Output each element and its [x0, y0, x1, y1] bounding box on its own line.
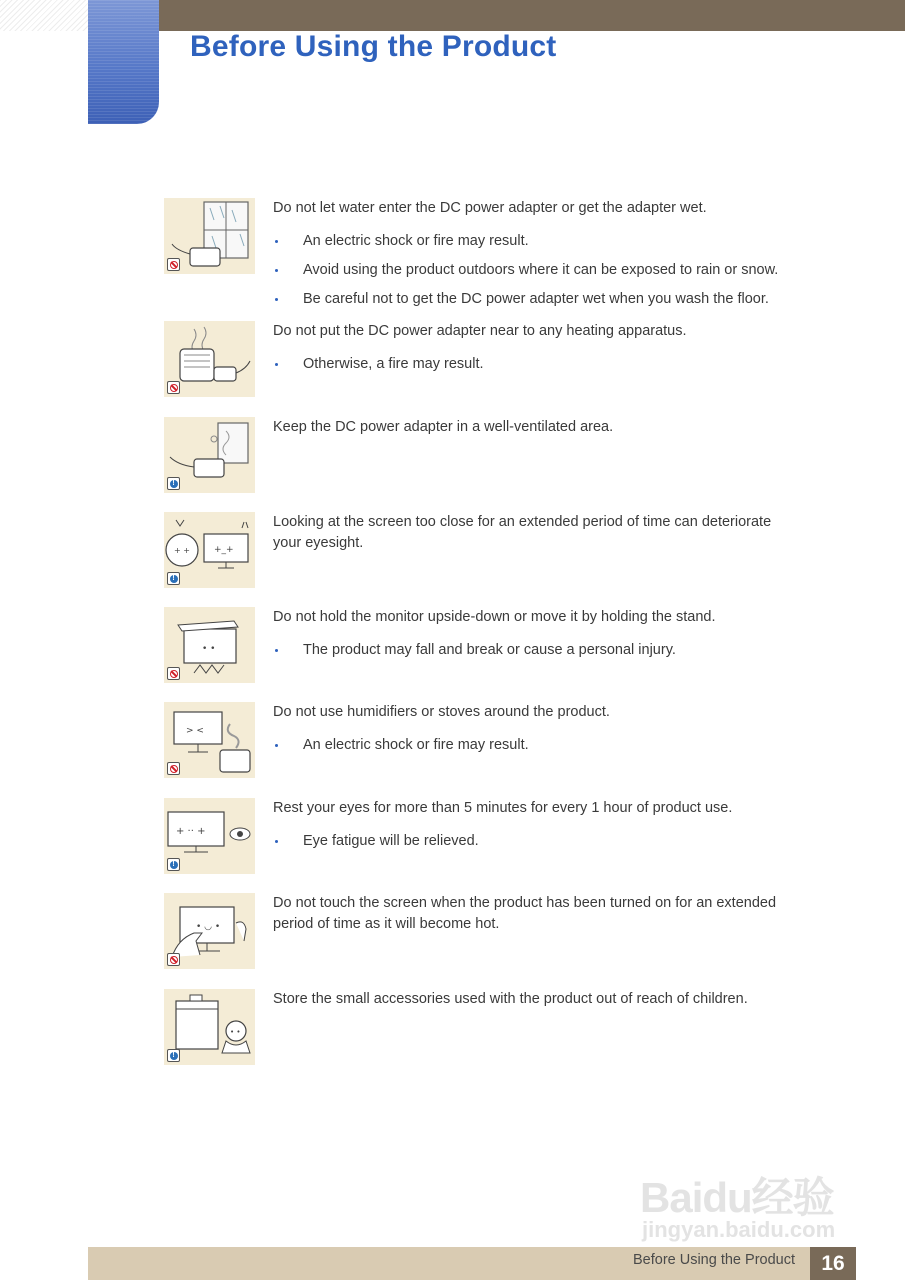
- eye-screen-distance-illustration: [164, 512, 255, 588]
- safety-text: Do not touch the screen when the product has been turned on for an extended period of time as it will become hot.: [273, 895, 777, 932]
- caution-icon: [167, 572, 180, 585]
- svg-text:+_+: +_+: [214, 545, 234, 555]
- safety-text: Rest your eyes for more than 5 minutes for every 1 hour of product use.: [273, 800, 733, 816]
- bullet-item: Eye fatigue will be relieved.: [273, 831, 803, 852]
- rest-eyes-illustration: [164, 798, 255, 874]
- watermark-logo: Baidu经验: [640, 1174, 834, 1221]
- caution-icon: [167, 1049, 180, 1062]
- prohibited-icon: [167, 667, 180, 680]
- bullet-item: The product may fall and break or cause a personal injury.: [273, 640, 803, 661]
- svg-text:+ +: + +: [174, 546, 190, 555]
- safety-text: Looking at the screen too close for an extended period of time can deteriorate your eyesight.: [273, 514, 772, 551]
- monitor-humidifier-illustration: [164, 702, 255, 778]
- monitor-upside-down-illustration: [164, 607, 255, 683]
- svg-text:• ◡ •: • ◡ •: [196, 922, 221, 932]
- prohibited-icon: [167, 381, 180, 394]
- prohibited-icon: [167, 762, 180, 775]
- page-title: Before Using the Product: [190, 30, 557, 63]
- svg-text:• •: • •: [230, 1028, 241, 1036]
- touch-hot-screen-illustration: [164, 893, 255, 969]
- safety-text: Store the small accessories used with the product out of reach of children.: [273, 991, 748, 1007]
- footer-section-title: Before Using the Product: [632, 1252, 795, 1268]
- header-bar: [159, 0, 905, 31]
- safety-text: Do not hold the monitor upside-down or move it by holding the stand.: [273, 609, 716, 625]
- bullet-item: An electric shock or fire may result.: [273, 735, 803, 756]
- adapter-rain-window-illustration: [164, 198, 255, 274]
- adapter-near-heater-illustration: [164, 321, 255, 397]
- adapter-ventilated-window-illustration: [164, 417, 255, 493]
- safety-text: Keep the DC power adapter in a well-ventilated area.: [273, 419, 614, 435]
- bullet-item: Avoid using the product outdoors where it can be exposed to rain or snow.: [273, 260, 803, 281]
- caution-icon: [167, 477, 180, 490]
- bullet-item: An electric shock or fire may result.: [273, 231, 803, 252]
- prohibited-icon: [167, 953, 180, 966]
- watermark-url: jingyan.baidu.com: [642, 1217, 836, 1242]
- header-hatch-decoration: [0, 0, 88, 31]
- prohibited-icon: [167, 258, 180, 271]
- svg-text:• •: • •: [202, 644, 216, 654]
- safety-text: Do not use humidifiers or stoves around the product.: [273, 704, 610, 720]
- safety-text: Do not let water enter the DC power adapter or get the adapter wet.: [273, 200, 707, 216]
- baidu-watermark: [640, 1145, 855, 1245]
- safety-text: Do not put the DC power adapter near to any heating apparatus.: [273, 323, 687, 339]
- chapter-tab: [88, 0, 159, 124]
- page-number: 16: [810, 1247, 856, 1280]
- bullet-item: Be careful not to get the DC power adapter wet when you wash the floor.: [273, 289, 803, 310]
- caution-icon: [167, 858, 180, 871]
- svg-text:> <: > <: [186, 726, 204, 736]
- bullet-item: Otherwise, a fire may result.: [273, 354, 803, 375]
- svg-text:+ ·· +: + ·· +: [176, 826, 206, 837]
- accessories-children-illustration: [164, 989, 255, 1065]
